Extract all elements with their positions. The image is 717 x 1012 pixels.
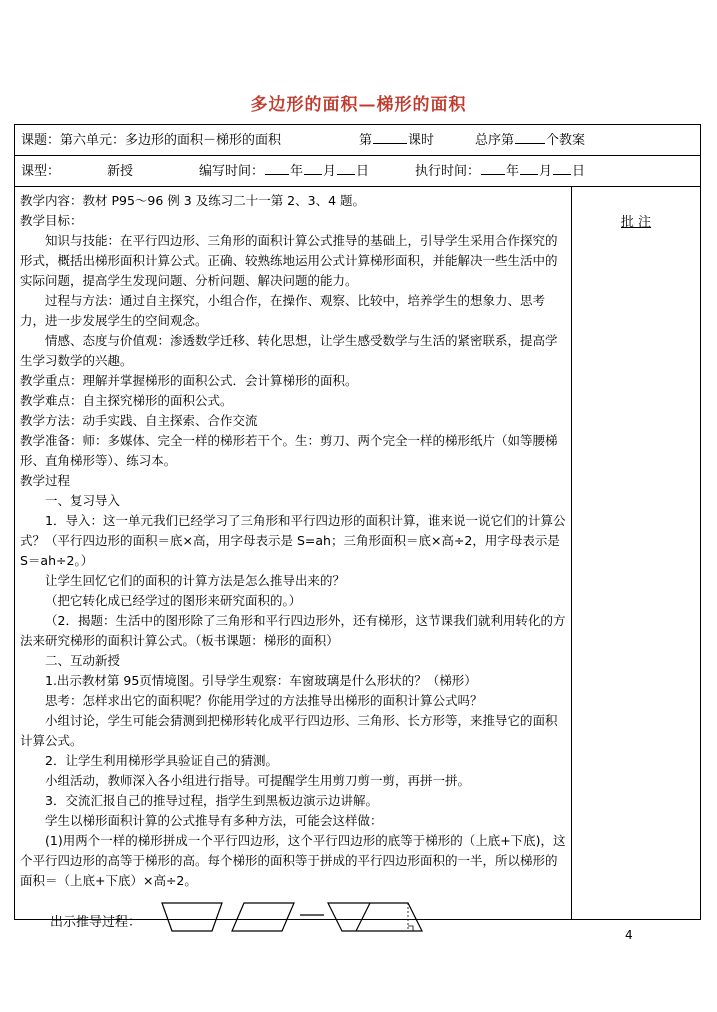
type-label: 课型：: [21, 164, 61, 179]
notes-heading: 批 注: [620, 215, 652, 230]
split-line: [356, 903, 370, 931]
document-title: 多边形的面积—梯形的面积: [250, 95, 467, 115]
right-angle-mark: [408, 926, 413, 931]
review-recall: 让学生回忆它们的面积的计算方法是怎么推导出来的？: [45, 573, 346, 588]
exec-time-field: 执行时间： 年 月 日: [415, 156, 585, 187]
derivation-row: [20, 891, 568, 939]
total-count-field: 总序第 个教案: [475, 125, 585, 156]
derivation-label: 出示推导过程：: [50, 915, 142, 930]
goal-emotion: 情感、态度与价值观：渗透数学迁移、转化思想，让学生感受数学与生活的紧密联系，提高学生学习数学的兴趣。: [20, 333, 558, 368]
write-time-field: 编写时间： 年 月 日: [199, 156, 369, 187]
header-row-topic: [15, 125, 700, 156]
teaching-content: 教学内容：教材 P95～96 例 3 及练习二十一第 2、3、4 题。: [20, 193, 366, 208]
step-group-activity: 小组活动，教师深入各小组进行指导。可提醒学生用剪刀剪一剪，再拼一拼。: [45, 773, 471, 788]
step-report: 3．交流汇报自己的推导过程，指学生到黑板边演示边讲解。: [45, 793, 378, 808]
step-verify: 2．让学生利用梯形学具验证自己的猜测。: [45, 753, 278, 768]
derivation-diagram: [158, 891, 428, 937]
parallelogram-shape: [232, 903, 294, 931]
teaching-goals-heading: 教学目标：: [20, 213, 83, 228]
lesson-plan-table: [14, 124, 701, 930]
teaching-preparation: 教学准备：师：多媒体、完全一样的梯形若干个。生：剪刀、两个完全一样的梯形纸片（如等腰梯形、直角梯形等）、练习本。: [20, 433, 558, 468]
goal-knowledge: 知识与技能：在平行四边形、三角形的面积计算公式推导的基础上，引导学生采用合作探究的形式，概括出梯形面积计算公式。正确、较熟练地运用公式计算梯形面积，并能解决一些生活中的实际问题，提高学生发现问题、分析问题、解决问题的能力。: [20, 233, 558, 288]
step-think: 思考：怎样求出它的面积呢？你能用学过的方法推导出梯形的面积计算公式吗？: [45, 693, 483, 708]
step-observe: 1.出示教材第 95页情境图。引导学生观察：车窗玻璃是什么形状的？（梯形）: [45, 673, 477, 688]
lesson-count-field: 第 课时: [359, 125, 434, 156]
column-divider: [571, 187, 572, 920]
teaching-focus: 教学重点：理解并掌握梯形的面积公式．会计算梯形的面积。: [20, 373, 358, 388]
type-value: 新授: [107, 164, 134, 179]
step-discuss: 小组讨论，学生可能会猜测到把梯形转化成平行四边形、三角形、长方形等，来推导它的面积计算公式。: [20, 713, 558, 748]
section-review-heading: 一、复习导入: [45, 493, 121, 508]
section-new-heading: 二、互动新授: [45, 653, 121, 668]
step-methods: 学生以梯形面积计算的公式推导有多种方法，可能会这样做：: [45, 813, 383, 828]
review-answer: （把它转化成已经学过的图形来研究面积的。）: [45, 593, 302, 608]
method-one: (1)用两个一样的梯形拼成一个平行四边形，这个平行四边形的底等于梯形的（上底+下底)，这个平行四边形的高等于梯形的高。每个梯形的面积等于拼成的平行四边形面积的一半，所以梯形的面积＝（上底+下底）×高÷2。: [20, 833, 566, 888]
teaching-method: 教学方法：动手实践、自主探索、合作交流: [20, 413, 258, 428]
review-intro: 1．导入：这一单元我们已经学习了三角形和平行四边形的面积计算，谁来说一说它们的计算公式？（平行四边形的面积＝底×高，用字母表示是 S=ah；三角形面积＝底×高÷2，用字母表示是 S＝ah÷2。）: [20, 513, 566, 568]
goal-process: 过程与方法：通过自主探究，小组合作，在操作、观察、比较中，培养学生的想象力、思考力，进一步发展学生的空间观念。: [20, 293, 546, 328]
header-row-type: [15, 156, 700, 187]
teaching-process-heading: 教学过程: [20, 473, 71, 488]
topic-text: 课题：第六单元：多边形的面积－梯形的面积: [21, 133, 282, 148]
lesson-content: [20, 191, 568, 939]
trapezoid-shape: [162, 903, 222, 931]
teaching-difficulty: 教学难点：自主探究梯形的面积公式。: [20, 393, 233, 408]
page-number: 4: [625, 928, 633, 942]
reveal-topic: （2．揭题：生活中的图形除了三角形和平行四边形外，还有梯形，这节课我们就利用转化的方法来研究梯形的面积计算公式。（板书课题：梯形的面积）: [20, 613, 566, 648]
